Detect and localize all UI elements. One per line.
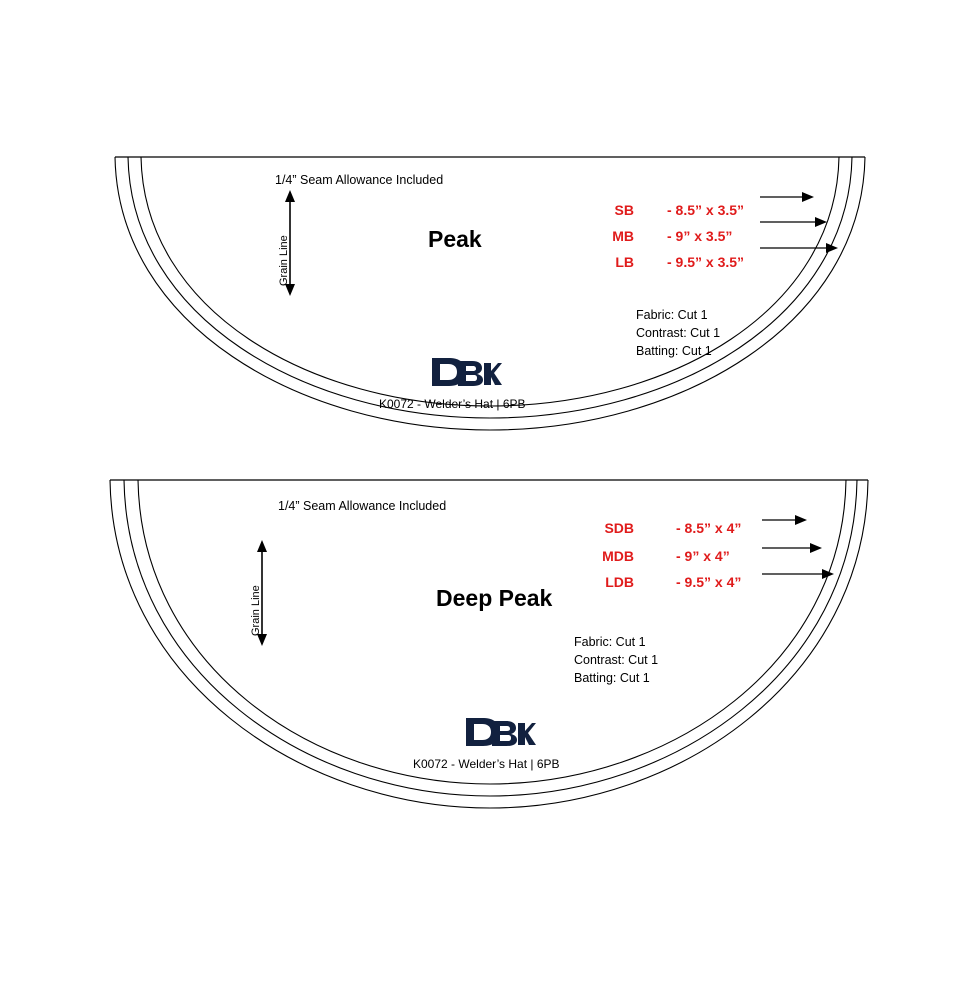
size-code-ldb: LDB [605, 574, 634, 590]
cut-instruction-fabric: Fabric: Cut 1 [636, 308, 708, 322]
size-code-sb: SB [614, 202, 634, 218]
size-dim-ldb: - 9.5” x 4” [676, 574, 742, 590]
deep-peak-outline-drawing [0, 468, 980, 828]
size-dim-sb: - 8.5” x 3.5” [667, 202, 745, 218]
size-code-mdb: MDB [602, 548, 634, 564]
dbk-logo [428, 355, 502, 389]
size-pointer-arrows [760, 192, 838, 253]
size-dim-mb: - 9” x 3.5” [667, 228, 733, 244]
piece-title: Peak [428, 226, 482, 252]
seam-allowance-note: 1/4” Seam Allowance Included [275, 173, 444, 187]
size-pointer-arrows [762, 515, 834, 579]
grain-line-label: Grain Line [250, 585, 262, 636]
size-dim-lb: - 9.5” x 3.5” [667, 254, 745, 270]
cut-instruction-contrast: Contrast: Cut 1 [636, 326, 721, 340]
dbk-logo [462, 715, 536, 749]
size-dim-mdb: - 9” x 4” [676, 548, 730, 564]
size-dim-sdb: - 8.5” x 4” [676, 520, 742, 536]
pattern-panel-peak [0, 140, 980, 460]
size-code-sdb: SDB [604, 520, 634, 536]
pattern-code: K0072 - Welder’s Hat | 6PB [413, 757, 560, 771]
pattern-code: K0072 - Welder’s Hat | 6PB [379, 397, 526, 411]
cut-instruction-fabric: Fabric: Cut 1 [574, 635, 646, 649]
piece-title: Deep Peak [436, 585, 553, 611]
cut-instruction-batting: Batting: Cut 1 [636, 344, 712, 358]
pattern-panel-deep-peak [0, 468, 980, 828]
cut-instruction-contrast: Contrast: Cut 1 [574, 653, 659, 667]
peak-outline-drawing [0, 140, 980, 460]
grain-line-label: Grain Line [278, 235, 290, 286]
size-code-mb: MB [612, 228, 634, 244]
cut-instruction-batting: Batting: Cut 1 [574, 671, 650, 685]
seam-allowance-note: 1/4” Seam Allowance Included [278, 499, 447, 513]
size-code-lb: LB [615, 254, 634, 270]
